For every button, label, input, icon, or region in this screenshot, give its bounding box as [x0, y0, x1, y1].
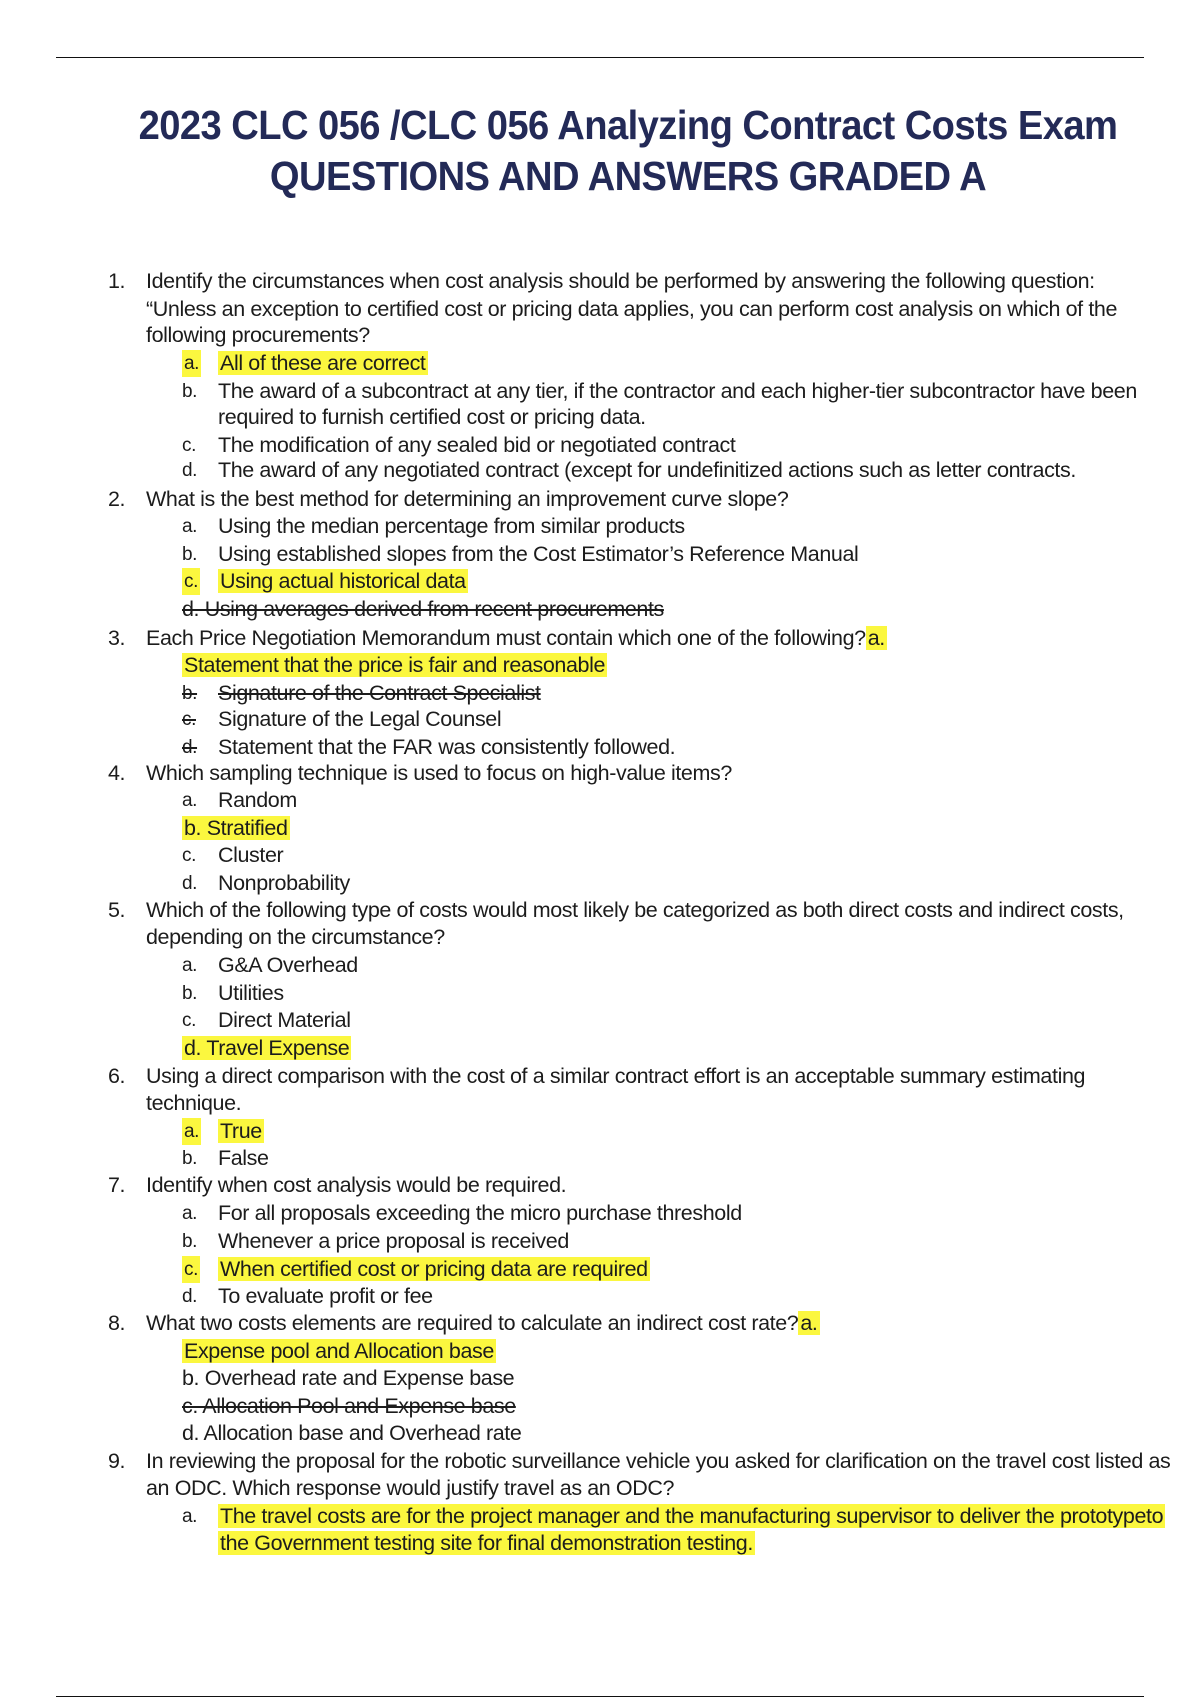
answer-letter-highlight: a. [867, 626, 885, 650]
question-number: 1. [108, 269, 126, 293]
question-stem [146, 486, 788, 513]
option-text [182, 1365, 514, 1392]
question-stem-text: Each Price Negotiation Memorandum must contain which one of the following? [146, 626, 866, 650]
question-stem [146, 322, 370, 349]
question-number: 2. [108, 487, 126, 511]
option-label: b. Stratified [184, 816, 288, 840]
question-stem [146, 268, 1095, 295]
option-text [218, 1118, 264, 1145]
option-text [218, 1503, 1165, 1530]
option-text [218, 952, 358, 979]
option-text [218, 1228, 569, 1255]
bottom-rule [56, 1696, 1144, 1697]
option-letter: c. [182, 709, 196, 730]
question-number: 3. [108, 626, 126, 650]
option-letter: d. [182, 737, 198, 758]
option-label: All of these are correct [220, 351, 426, 375]
option-label-continued: required to furnish certified cost or pricing data. [218, 405, 646, 429]
question-number: 9. [108, 1449, 126, 1473]
option-text [218, 870, 350, 897]
question-number: 6. [108, 1064, 126, 1088]
option-text [218, 706, 501, 733]
option-letter: a. [182, 1203, 198, 1224]
option-label-continued: the Government testing site for final demonstration testing. [220, 1531, 753, 1555]
option-text [182, 1420, 521, 1447]
option-letter: b. [182, 683, 198, 704]
option-label: The award of any negotiated contract (except for undefinitized actions such as letter contracts. [218, 458, 1076, 482]
question-stem [146, 897, 1124, 924]
question-stem-text: Which of the following type of costs would most likely be categorized as both direct costs and indirect costs, [146, 898, 1124, 922]
option-text [182, 815, 290, 842]
option-letter: b. [182, 544, 198, 565]
option-text [218, 980, 284, 1007]
option-text [218, 1283, 433, 1310]
option-label: The modification of any sealed bid or negotiated contract [218, 433, 736, 457]
question-stem [146, 1090, 241, 1117]
option-label: d. Allocation base and Overhead rate [182, 1421, 522, 1445]
option-letter: b. [182, 1148, 198, 1169]
option-label: True [220, 1119, 262, 1143]
title-line-2: QUESTIONS AND ANSWERS GRADED A [269, 153, 987, 199]
option-label: Direct Material [218, 1008, 351, 1032]
option-label: b. Overhead rate and Expense base [182, 1366, 515, 1390]
option-label: Signature of the Legal Counsel [218, 707, 502, 731]
question-number: 7. [108, 1173, 126, 1197]
option-label: Whenever a price proposal is received [218, 1229, 569, 1253]
option-text [218, 680, 541, 707]
option-text [218, 432, 735, 459]
question-stem-text: depending on the circumstance? [146, 925, 445, 949]
option-label: False [218, 1146, 269, 1170]
option-letter: a. [182, 790, 198, 811]
option-label: Statement that the price is fair and reasonable [184, 653, 606, 677]
option-text [218, 1256, 650, 1283]
option-text [218, 787, 297, 814]
option-label: When certified cost or pricing data are required [220, 1257, 648, 1281]
option-label: d. Travel Expense [184, 1036, 350, 1060]
option-text [218, 378, 1137, 405]
option-text [182, 1393, 516, 1420]
option-label: Using the median percentage from similar products [218, 514, 685, 538]
question-stem [146, 1448, 1170, 1475]
option-label: Expense pool and Allocation base [184, 1339, 494, 1363]
option-label: Signature of the Contract Specialist [218, 681, 541, 705]
question-stem [146, 625, 887, 652]
option-label: The award of a subcontract at any tier, if the contractor and each higher-tier subcontractor have been [218, 379, 1137, 403]
option-text-continued [218, 404, 646, 431]
option-text [218, 350, 428, 377]
option-label: Statement that the FAR was consistently followed. [218, 735, 676, 759]
option-letter: c. [182, 1010, 196, 1031]
question-stem [146, 1063, 1085, 1090]
option-text [182, 1338, 496, 1365]
question-stem-text: Using a direct comparison with the cost of a similar contract effort is an acceptable summary estimating [146, 1064, 1086, 1088]
option-label: The travel costs are for the project manager and the manufacturing supervisor to deliver the prototypeto [220, 1504, 1164, 1528]
option-letter: c. [182, 435, 196, 456]
option-letter: d. [182, 1286, 198, 1307]
option-text [182, 1035, 351, 1062]
option-letter: b. [182, 1231, 198, 1252]
option-letter: a. [182, 955, 198, 976]
option-text [182, 596, 664, 623]
option-text-continued [218, 1530, 755, 1557]
option-label: Cluster [218, 843, 284, 867]
question-stem-text: Which sampling technique is used to focus on high-value items? [146, 761, 732, 785]
option-label: To evaluate profit or fee [218, 1284, 433, 1308]
option-text [218, 734, 675, 761]
option-text [182, 652, 607, 679]
option-letter: d. [182, 460, 198, 481]
question-stem [146, 760, 732, 787]
option-label: d. Using averages derived from recent procurements [182, 597, 664, 621]
option-text [218, 513, 685, 540]
question-stem-text: an ODC. Which response would justify travel as an ODC? [146, 1476, 675, 1500]
option-text [218, 457, 1076, 484]
question-stem-text: What two costs elements are required to calculate an indirect cost rate? [146, 1311, 799, 1335]
option-letter: a. [182, 350, 201, 377]
option-label: Nonprobability [218, 871, 350, 895]
option-letter: c. [182, 568, 200, 595]
question-stem [146, 1475, 674, 1502]
question-number: 8. [108, 1311, 126, 1335]
question-stem [146, 1310, 820, 1337]
question-stem [146, 296, 1117, 323]
question-stem-text: Identify when cost analysis would be required. [146, 1173, 567, 1197]
question-number: 4. [108, 761, 126, 785]
option-text [218, 842, 283, 869]
option-letter: d. [182, 873, 198, 894]
option-letter: a. [182, 1506, 198, 1527]
option-label: G&A Overhead [218, 953, 358, 977]
option-letter: a. [182, 516, 198, 537]
option-letter: c. [182, 845, 196, 866]
option-label: c. Allocation Pool and Expense base [182, 1394, 516, 1418]
question-stem-text: following procurements? [146, 323, 370, 347]
option-letter: a. [182, 1118, 201, 1145]
option-label: Using actual historical data [220, 569, 466, 593]
option-text [218, 1007, 351, 1034]
option-text [218, 1145, 269, 1172]
question-stem-text: Identify the circumstances when cost analysis should be performed by answering the following question: [146, 269, 1095, 293]
option-label: Using established slopes from the Cost Estimator’s Reference Manual [218, 542, 859, 566]
title-line-1: 2023 CLC 056 /CLC 056 Analyzing Contract Costs Exam [138, 102, 1118, 148]
option-text [218, 541, 858, 568]
answer-letter-highlight: a. [800, 1311, 818, 1335]
option-letter: b. [182, 983, 198, 1004]
option-label: Utilities [218, 981, 284, 1005]
option-letter: c. [182, 1256, 200, 1283]
question-stem-text: In reviewing the proposal for the robotic surveillance vehicle you asked for clarification on the travel cost listed as [146, 1449, 1171, 1473]
option-text [218, 1200, 742, 1227]
question-stem [146, 924, 445, 951]
option-label: Random [218, 788, 297, 812]
question-stem [146, 1172, 566, 1199]
option-text [218, 568, 468, 595]
question-stem-text: technique. [146, 1091, 242, 1115]
option-label: For all proposals exceeding the micro purchase threshold [218, 1201, 742, 1225]
question-stem-text: What is the best method for determining an improvement curve slope? [146, 487, 789, 511]
option-letter: b. [182, 381, 198, 402]
question-number: 5. [108, 898, 126, 922]
question-stem-text: “Unless an exception to certified cost or pricing data applies, you can perform cost analysis on which of the [146, 297, 1118, 321]
